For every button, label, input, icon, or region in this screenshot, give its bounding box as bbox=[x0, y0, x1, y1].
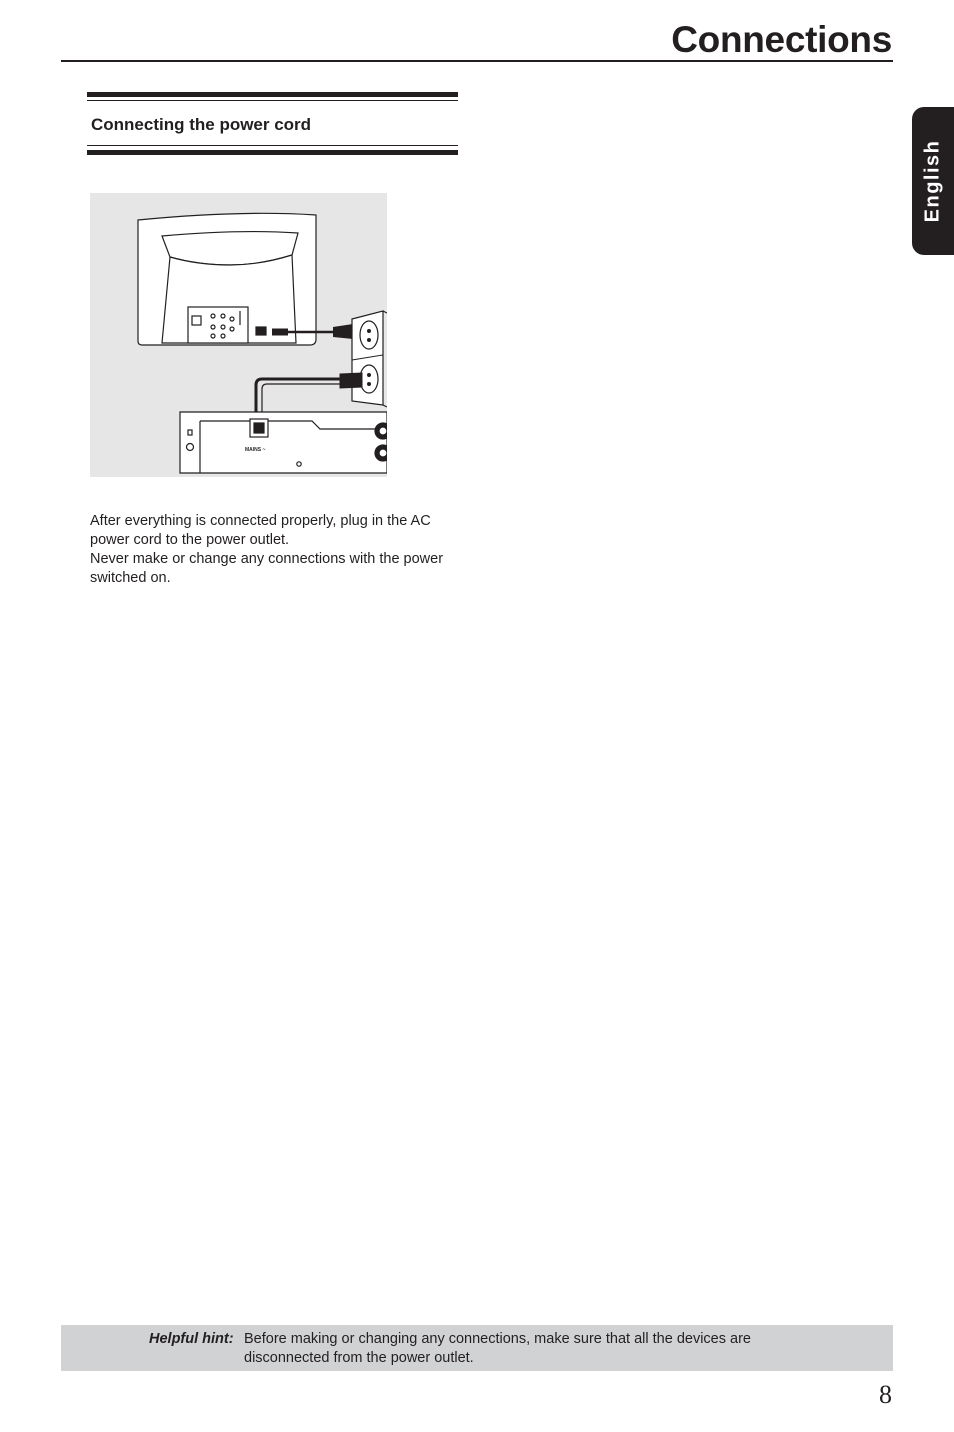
section-top-rule-thick bbox=[87, 92, 458, 97]
page-title: Connections bbox=[671, 19, 892, 60]
tv-rear-icon bbox=[138, 213, 316, 345]
instruction-paragraph: After everything is connected properly, plug in the AC power cord to the power outlet. bbox=[90, 513, 431, 548]
hint-label: Helpful hint: bbox=[149, 1331, 234, 1347]
wall-socket-icon bbox=[352, 311, 387, 407]
power-connection-illustration bbox=[90, 193, 387, 477]
language-tab-label: English bbox=[921, 139, 944, 223]
mains-label: MAINS ~ bbox=[245, 447, 266, 453]
helpful-hint-box bbox=[61, 1325, 893, 1371]
instruction-text bbox=[90, 512, 470, 588]
title-rule bbox=[61, 60, 893, 62]
recorder-rear-icon bbox=[180, 412, 387, 473]
page-number: 8 bbox=[879, 1380, 892, 1409]
language-tab bbox=[912, 107, 954, 255]
section-bottom-rule-thin bbox=[87, 145, 458, 146]
section-bottom-rule-thick bbox=[87, 150, 458, 155]
section-top-rule-thin bbox=[87, 100, 458, 101]
section-title: Connecting the power cord bbox=[91, 115, 312, 134]
hint-text: Before making or changing any connections, make sure that all the devices are disconnected from the power outlet. bbox=[244, 1331, 751, 1366]
instruction-paragraph: Never make or change any connections with the power switched on. bbox=[90, 551, 444, 586]
